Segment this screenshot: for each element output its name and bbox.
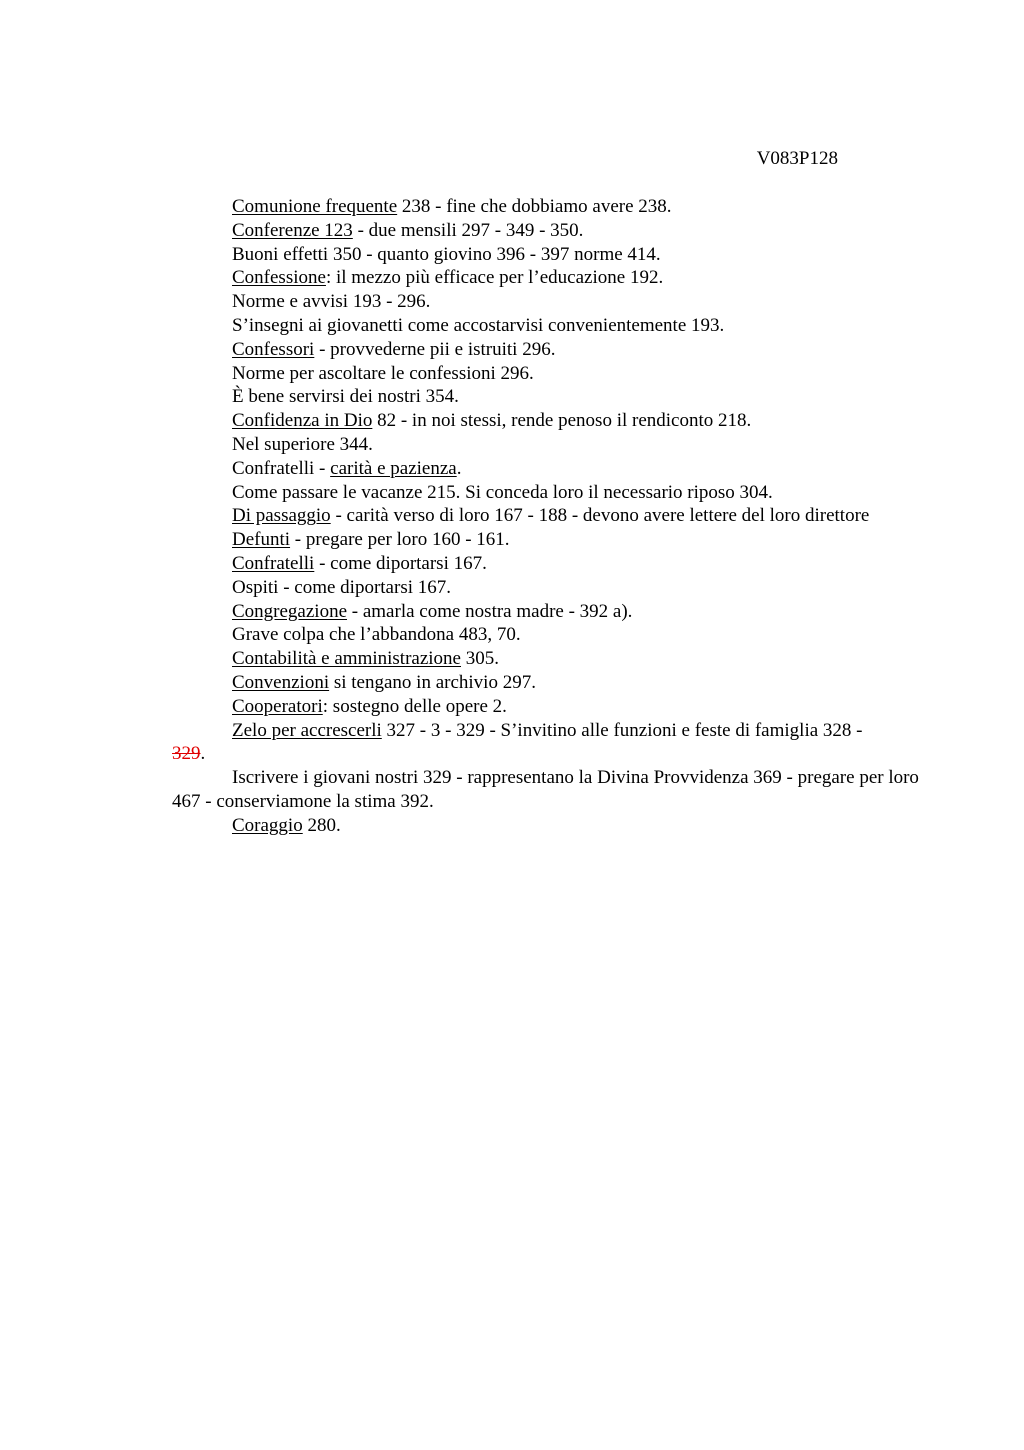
entry-iscrivere: [172, 766, 942, 814]
entry-nel-superiore: [172, 433, 942, 457]
entry-confratelli-carita: [172, 457, 942, 481]
entry-term: Confidenza in Dio: [232, 410, 373, 432]
entry-term: Comunione frequente: [232, 196, 398, 217]
entry-cooperatori: [172, 695, 942, 719]
entry-text: - due mensili 297 - 349 - 350.: [352, 219, 584, 241]
entry-text: S’insegni ai giovanetti come accostarvisi convenientemente 193.: [232, 314, 725, 336]
entry-term: Contabilità e amministrazione: [232, 648, 461, 670]
entry-text: .: [456, 457, 462, 479]
entry-confidenza: [172, 409, 942, 433]
entry-vacanze: [172, 481, 942, 505]
page-code: V083P128: [756, 148, 838, 169]
entry-text: - provvederne pii e istruiti 296.: [314, 338, 556, 360]
entry-term: Di passaggio: [232, 505, 331, 527]
entry-text: : sostegno delle opere 2.: [322, 695, 507, 717]
entry-comunione: [172, 195, 942, 219]
entry-buoni-effetti: [172, 243, 942, 267]
entry-text: : il mezzo più efficace per l’educazione 192.: [325, 267, 664, 289]
entry-text: Grave colpa che l’abbandona 483, 70.: [232, 624, 521, 646]
entry-text: - amarla come nostra madre - 392 a).: [347, 600, 633, 622]
entry-grave-colpa: [172, 623, 942, 647]
entry-term: Zelo per accrescerli: [232, 719, 382, 741]
entry-text: - come diportarsi 167.: [314, 552, 487, 574]
entry-term: Coraggio: [232, 814, 303, 836]
entry-coraggio: [172, 814, 942, 838]
entry-text: Norme e avvisi 193 - 296.: [232, 291, 431, 313]
entry-text: Come passare le vacanze 215. Si conceda loro il necessario riposo 304.: [232, 481, 773, 503]
entry-defunti: [172, 528, 942, 552]
entry-conferenze: [172, 219, 942, 243]
entry-text: Norme per ascoltare le confessioni 296.: [232, 362, 534, 384]
entry-norme-ascoltare: [172, 362, 942, 386]
entry-term: Cooperatori: [232, 695, 323, 717]
entry-text: È bene servirsi dei nostri 354.: [232, 386, 459, 408]
entry-end: .: [200, 743, 206, 765]
entry-term: Confratelli: [232, 552, 315, 574]
entry-text: - carità verso di loro 167 - 188 - devono avere lettere del loro direttore: [330, 505, 870, 527]
entry-text: - pregare per loro 160 - 161.: [290, 529, 510, 551]
entry-text: 82 - in noi stessi, rende penoso il rendiconto 218.: [372, 410, 752, 432]
entry-prefix: Confratelli -: [232, 457, 331, 479]
entry-term: Conferenze 123: [232, 219, 353, 241]
entry-convenzioni: [172, 671, 942, 695]
entry-zelo: [172, 719, 942, 767]
entry-text: si tengano in archivio 297.: [329, 671, 536, 693]
entry-confessori: [172, 338, 942, 362]
entry-ospiti: [172, 576, 942, 600]
entry-servirsi: [172, 385, 942, 409]
entry-text: Nel superiore 344.: [232, 433, 373, 455]
entry-text: 305.: [461, 648, 499, 670]
entry-term: carità e pazienza: [330, 457, 457, 479]
entry-norme-avvisi: [172, 290, 942, 314]
entry-congregazione: [172, 600, 942, 624]
entry-contabilita: [172, 647, 942, 671]
entry-confessione: [172, 266, 942, 290]
entry-text: 327 - 3 - 329 - S’invitino alle funzioni e feste di famiglia 328 -: [381, 719, 863, 741]
entry-confratelli-diportarsi: [172, 552, 942, 576]
struck-number: 329: [172, 743, 201, 765]
entry-term: Convenzioni: [232, 671, 330, 693]
entry-term: Confessori: [232, 338, 315, 360]
entry-text: Ospiti - come diportarsi 167.: [232, 576, 451, 598]
entry-insegni: [172, 314, 942, 338]
entry-di-passaggio: [172, 504, 942, 528]
index-entries: [172, 195, 942, 838]
entry-text: 280.: [302, 814, 341, 836]
entry-text: Iscrivere i giovani nostri 329 - rappresentano la Divina Provvidenza 369 - pregare per loro 467 - conserviamone la stima 392.: [172, 767, 919, 812]
entry-term: Congregazione: [232, 600, 348, 622]
entry-text: 238 - fine che dobbiamo avere 238.: [397, 196, 672, 217]
entry-text: Buoni effetti 350 - quanto giovino 396 - 397 norme 414.: [232, 243, 661, 265]
entry-term: Confessione: [232, 267, 326, 289]
entry-term: Defunti: [232, 529, 291, 551]
